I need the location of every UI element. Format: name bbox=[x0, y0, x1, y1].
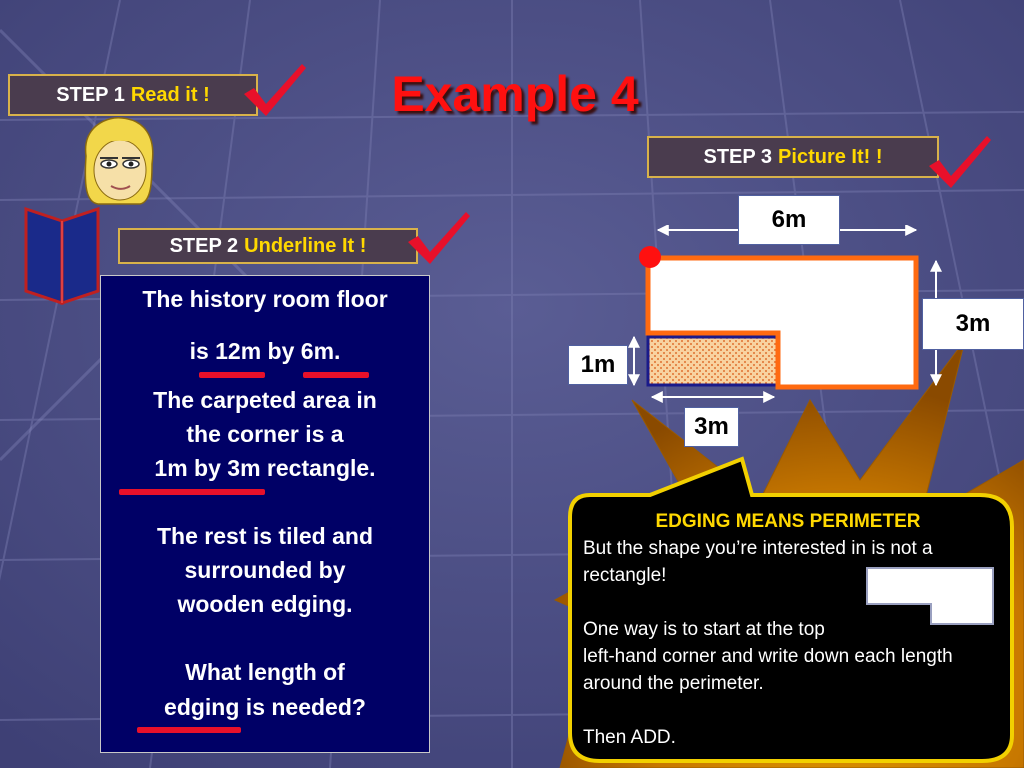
problem-text-box bbox=[100, 275, 430, 753]
dimension-label-bottom: 3m bbox=[684, 407, 739, 447]
checkmark-icon bbox=[924, 132, 996, 192]
problem-line: The rest is tiled and bbox=[157, 523, 373, 549]
step-action: Underline It ! bbox=[244, 234, 367, 257]
underline-1m-by-3m bbox=[119, 489, 265, 495]
start-point-dot bbox=[639, 246, 661, 268]
step-action: Read it ! bbox=[130, 83, 210, 106]
underline-12m bbox=[199, 372, 265, 378]
step-number: STEP 3 bbox=[703, 145, 773, 168]
step-1-label bbox=[8, 74, 258, 116]
callout-heading: EDGING MEANS PERIMETER bbox=[655, 511, 921, 532]
problem-line: the corner is a bbox=[186, 421, 344, 447]
step-number: STEP 1 bbox=[56, 83, 125, 106]
checkmark-icon bbox=[404, 208, 474, 268]
problem-line: wooden edging. bbox=[177, 591, 353, 617]
l-shape-thumbnail bbox=[865, 566, 997, 628]
blonde-girl-clipart bbox=[78, 116, 158, 208]
callout-paragraph-2-line-2: left-hand corner and write down each length around the perimeter. bbox=[583, 646, 953, 694]
dimension-label-right: 3m bbox=[922, 298, 1024, 350]
step-number: STEP 2 bbox=[169, 234, 239, 257]
step-2-label bbox=[118, 228, 418, 264]
floor-diagram bbox=[620, 225, 950, 410]
problem-line: 1m by 3m rectangle. bbox=[154, 455, 376, 481]
slide-title: Example 4 bbox=[391, 66, 639, 122]
callout-text bbox=[583, 508, 993, 751]
problem-line: edging is needed? bbox=[164, 694, 366, 720]
underline-6m bbox=[303, 372, 369, 378]
problem-line: What length of bbox=[185, 659, 345, 685]
checkmark-icon bbox=[240, 60, 310, 120]
open-book-icon bbox=[22, 205, 102, 305]
dimension-label-top: 6m bbox=[738, 195, 840, 245]
dimension-label-left: 1m bbox=[568, 345, 628, 385]
callout-paragraph-3: Then ADD. bbox=[583, 727, 676, 748]
step-action: Picture It! ! bbox=[778, 145, 883, 168]
step-3-label bbox=[647, 136, 939, 178]
callout-paragraph-1: But the shape you’re interested in is not a rectangle! bbox=[583, 538, 933, 586]
problem-line: surrounded by bbox=[184, 557, 346, 583]
callout-paragraph-2-line-1: One way is to start at the top bbox=[583, 619, 825, 640]
problem-line: The carpeted area in bbox=[153, 387, 377, 413]
problem-line: The history room floor bbox=[142, 286, 388, 312]
carpet-area bbox=[648, 337, 780, 385]
underline-edging bbox=[137, 727, 241, 733]
problem-line: is 12m by 6m. bbox=[189, 338, 341, 364]
